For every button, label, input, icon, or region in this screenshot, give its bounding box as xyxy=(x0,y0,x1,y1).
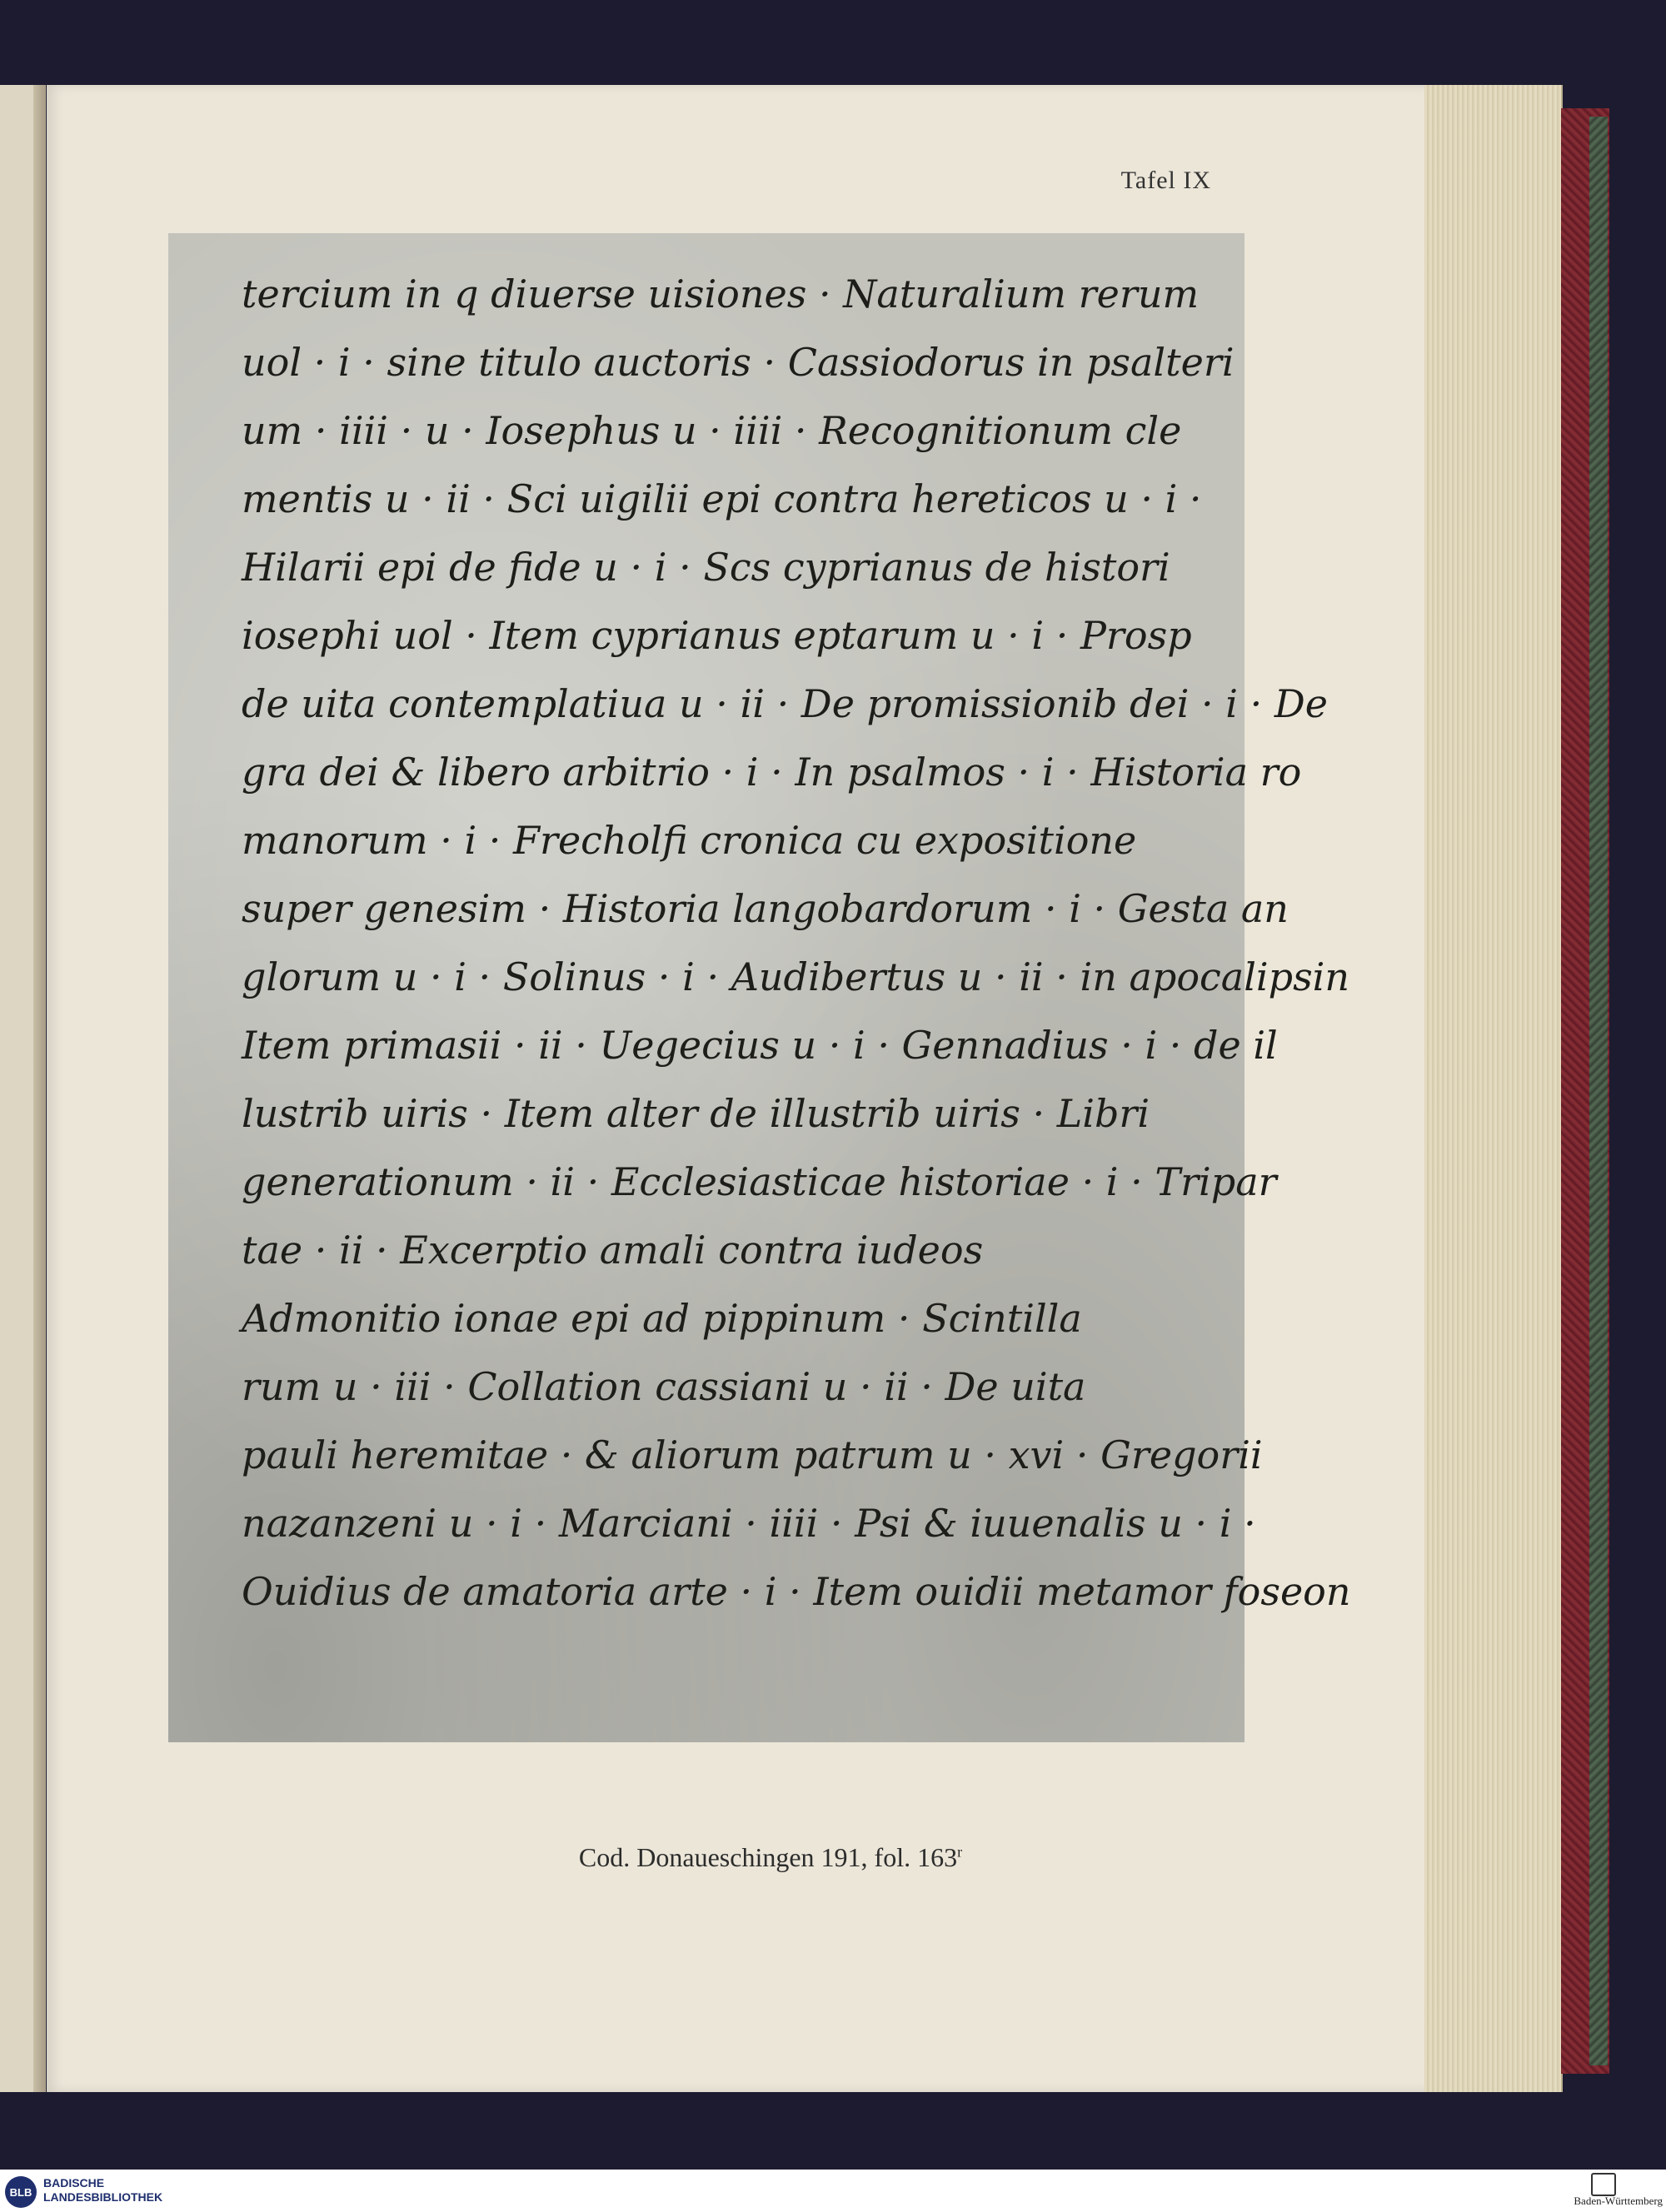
manuscript-line: mentis u · ii · Sci uigilii epi contra hereticos u · i · xyxy=(242,476,1202,521)
figure-caption xyxy=(0,1842,1666,1873)
manuscript-line: generationum · ii · Ecclesiasticae historiae · i · Tripar xyxy=(242,1159,1277,1204)
manuscript-line: super genesim · Historia langobardorum · i · Gesta an xyxy=(242,886,1289,931)
state-label[interactable]: Baden-Württemberg xyxy=(1574,2195,1663,2207)
library-name-line1: BADISCHE xyxy=(43,2176,105,2190)
manuscript-line: de uita contemplatiua u · ii · De promissionib dei · i · De xyxy=(242,681,1328,726)
manuscript-line: uol · i · sine titulo auctoris · Cassiodorus in psalteri xyxy=(242,340,1235,385)
manuscript-photo xyxy=(168,233,1351,1742)
manuscript-line: Admonitio ionae epi ad pippinum · Scintilla xyxy=(242,1296,1082,1341)
manuscript-line: manorum · i · Frecholfi cronica cu expositione xyxy=(242,818,1137,863)
manuscript-line: iosephi uol · Item cyprianus eptarum u · i · Prosp xyxy=(242,613,1192,658)
spine-trim xyxy=(1589,117,1608,2065)
manuscript-line: Ouidius de amatoria arte · i · Item ouidii metamor foseon xyxy=(242,1569,1351,1614)
manuscript-line: um · iiii · u · Iosephus u · iiii · Recognitionum cle xyxy=(242,408,1182,453)
manuscript-line: pauli heremitae · & aliorum patrum u · xvi · Gregorii xyxy=(242,1432,1263,1477)
plate-label: Tafel IX xyxy=(1120,167,1211,194)
manuscript-line: gra dei & libero arbitrio · i · In psalmos · i · Historia ro xyxy=(242,750,1302,795)
manuscript-line: lustrib uiris · Item alter de illustrib uiris · Libri xyxy=(242,1091,1150,1136)
caption-text: Cod. Donaueschingen 191, fol. 163 xyxy=(578,1842,958,1872)
bw-crest-icon xyxy=(1591,2173,1616,2196)
gutter-shadow xyxy=(33,85,45,2092)
manuscript-line: glorum u · i · Solinus · i · Audibertus u · ii · in apocalipsin xyxy=(242,954,1350,999)
viewer-footer xyxy=(0,2170,1666,2212)
manuscript-line: nazanzeni u · i · Marciani · iiii · Psi & iuuenalis u · i · xyxy=(242,1501,1256,1546)
library-name[interactable] xyxy=(43,2176,162,2205)
library-name-line2: LANDESBIBLIOTHEK xyxy=(43,2190,163,2204)
caption-superscript: r xyxy=(957,1843,963,1861)
manuscript-line: Item primasii · ii · Uegecius u · i · Gennadius · i · de il xyxy=(242,1023,1278,1068)
manuscript-line: tercium in q diuerse uisiones · Naturalium rerum xyxy=(242,272,1200,316)
manuscript-line: tae · ii · Excerptio amali contra iudeos xyxy=(242,1228,984,1273)
manuscript-line: Hilarii epi de fide u · i · Scs cyprianus de histori xyxy=(242,545,1170,590)
manuscript-line: rum u · iii · Collation cassiani u · ii · De uita xyxy=(242,1364,1086,1409)
page-block-edges xyxy=(1424,85,1563,2092)
blb-logo-icon[interactable]: BLB xyxy=(5,2176,37,2208)
